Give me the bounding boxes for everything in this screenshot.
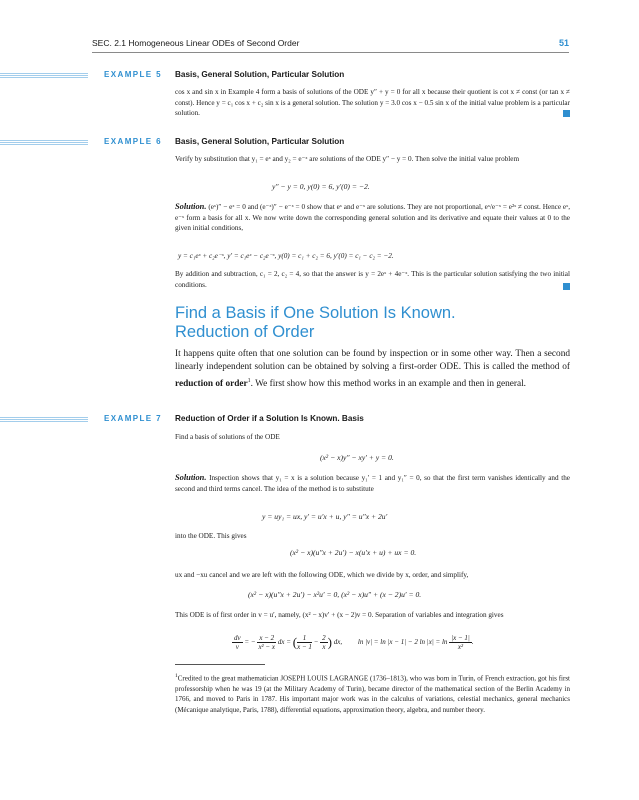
right-paren: ) [327, 634, 333, 650]
example-7-title: Reduction of Order if a Solution Is Known. Basis [175, 414, 364, 423]
end-of-example-marker [563, 110, 570, 117]
label-dots [0, 140, 88, 146]
denominator: x² [457, 643, 464, 651]
example-7-cancel-text: ux and −xu cancel and we are left with the following ODE, which we divide by x, order, and simplify, [175, 571, 469, 579]
section-heading-line-2: Reduction of Order [175, 323, 315, 341]
fraction-one-over [297, 634, 312, 651]
example-7-label-text: EXAMPLE 7 [101, 414, 162, 423]
footnote-text: Credited to the great mathematician JOSEPH LOUIS LAGRANGE (1736–1813), who was born in Turin, of French extraction, got his first professorship when he was 19 (at the Military Academy of Turin), became director of the mathematical section of the Berlin Academy in 1766, and moved to Paris in 1787. His important major work was in the calculus of variations, celestial mechanics, general mechanics (Mécanique analytique, Paris, 1788), differential equations, approximation theory, algebra, and number theory. [175, 674, 570, 714]
example-6-conclusion: By addition and subtraction, c₁ = 2, c₂ = 4, so that the answer is y = 2eˣ + 4e⁻ˣ. This is the particular solution satisfying the two initial conditions. [175, 270, 570, 289]
example-5-title: Basis, General Solution, Particular Solution [175, 70, 345, 79]
header-rule [92, 52, 569, 53]
example-7-solution [175, 473, 570, 494]
fraction-abs-over-x-squared [449, 634, 472, 651]
dx-equals: dx = [277, 638, 291, 647]
section-text-a: It happens quite often that one solution can be found by inspection or in some other way. Then a second linearly independent solution can be obtained by solving a first-order ODE. This is called the method of [175, 349, 570, 373]
reduction-of-order-term: reduction of order [175, 378, 248, 389]
equals-minus: = − [244, 638, 256, 647]
numerator: x − 2 [259, 634, 275, 642]
denominator: x² − x [258, 643, 275, 651]
solution-label: Solution. [175, 473, 207, 482]
section-paragraph [175, 348, 570, 391]
footnote-rule [175, 664, 265, 665]
example-7-separation-eq [232, 634, 474, 651]
end-of-example-marker [563, 283, 570, 290]
example-5-label [0, 70, 168, 84]
footnote-mark: 1 [175, 673, 178, 679]
example-7-eq3: (x² − x)(u″x + 2u′) − x²u′ = 0, (x² − x)u″ + (x − 2)u′ = 0. [248, 590, 422, 599]
section-heading-line-1: Find a Basis if One Solution Is Known. [175, 304, 456, 322]
denominator: v [235, 643, 239, 651]
section-text-b: . We first show how this method works in an example and then in general. [250, 378, 527, 389]
denominator: x − 1 [297, 643, 312, 651]
section-heading [175, 304, 456, 342]
log-equation: ln |v| = ln |x − 1| − 2 ln |x| = ln [357, 638, 448, 647]
footnote [175, 671, 570, 715]
header-section-title: SEC. 2.1 Homogeneous Linear ODEs of Second Order [92, 38, 300, 48]
example-7-intro: Find a basis of solutions of the ODE [175, 433, 280, 441]
example-6-ivp: y″ − y = 0, y(0) = 6, y′(0) = −2. [272, 182, 370, 191]
label-dots [0, 73, 88, 79]
example-7-solution-text: Inspection shows that y₁ = x is a solution because y₁′ = 1 and y₁″ = 0, so that the first term vanishes identically and the second and third terms cancel. The idea of the method is to substitute [175, 474, 571, 493]
numerator: 1 [297, 634, 312, 643]
minus-sign: − [313, 638, 319, 647]
example-5-label-text: EXAMPLE 5 [101, 70, 162, 79]
example-6-solution-text: (eˣ)″ − eˣ = 0 and (e⁻ˣ)″ − e⁻ˣ = 0 show that eˣ and e⁻ˣ are solutions. They are not proportional, eˣ/e⁻ˣ = e²ˣ ≠ const. Hence eˣ, e⁻ˣ form a basis for all x. We now write down the corresponding general solution and its derivative and equate their values at 0 to the given initial conditions, [175, 203, 571, 232]
solution-label: Solution. [175, 202, 207, 211]
example-6-label-text: EXAMPLE 6 [101, 137, 162, 146]
example-6-intro: Verify by substitution that y₁ = eˣ and y₂ = e⁻ˣ are solutions of the ODE y″ − y = 0. Then solve the initial value problem [175, 155, 520, 163]
period: . [471, 638, 474, 647]
dx-comma: dx, [333, 638, 343, 647]
example-6-general-eq: y = c₁eˣ + c₂e⁻ˣ, y′ = c₁eˣ − c₂e⁻ˣ, y(0) = c₁ + c₂ = 6, y′(0) = c₁ − c₂ = −2. [178, 252, 394, 260]
example-7-substitution: y = uy₁ = ux, y′ = u′x + u, y″ = u″x + 2u′ [262, 512, 388, 521]
example-7-eq2: (x² − x)(u″x + 2u′) − x(u′x + u) + ux = 0. [290, 548, 417, 557]
label-dots [0, 417, 88, 423]
page-number: 51 [558, 38, 569, 48]
example-6-solution [175, 202, 570, 234]
fraction-two-over-x [320, 634, 328, 651]
example-7-ode: (x² − x)y″ − xy′ + y = 0. [320, 453, 394, 462]
example-6-title: Basis, General Solution, Particular Solution [175, 137, 345, 146]
denominator: x [322, 643, 326, 651]
example-7-into-text: into the ODE. This gives [175, 532, 247, 540]
left-paren: ( [292, 634, 298, 650]
numerator: |x − 1| [451, 634, 470, 642]
example-7-label [0, 414, 168, 428]
numerator: 2 [322, 634, 326, 642]
example-5-text: cos x and sin x in Example 4 form a basis of solutions of the ODE y″ + y = 0 for all x because their quotient is cot x ≠ const (or tan x ≠ const). Hence y = c₁ cos x + c₂ sin x is a general solution. The solution y = 3.0 cos x − 0.5 sin x of the initial value problem is a particular solution. [175, 88, 570, 117]
numerator: dv [234, 634, 241, 642]
footnote-ref: 1 [247, 377, 251, 384]
example-6-label [0, 137, 168, 151]
fraction-x-minus-2 [257, 634, 276, 651]
fraction-dv-v [232, 634, 243, 651]
example-7-first-order-text: This ODE is of first order in v = u′, namely, (x² − x)v′ + (x − 2)v = 0. Separation of variables and integration gives [175, 611, 504, 619]
